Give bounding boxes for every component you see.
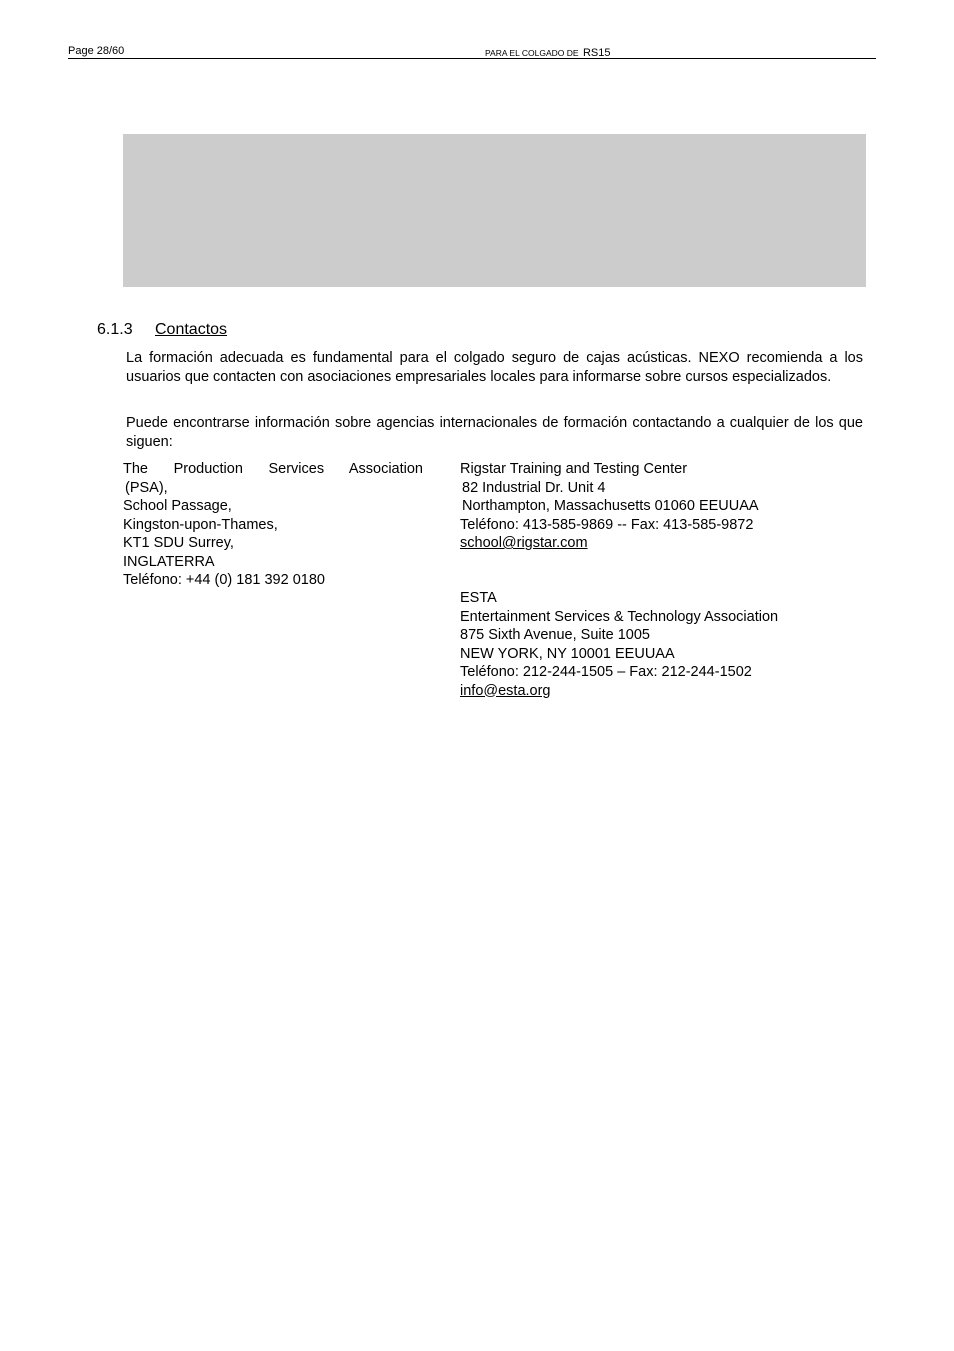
contact-rigstar-phone: Teléfono: 413-585-9869 -- Fax: 413-585-9872: [460, 516, 754, 533]
contact-esta-city: NEW YORK, NY 10001 EEUUAA: [460, 645, 675, 662]
contact-rigstar-name: Rigstar Training and Testing Center: [460, 461, 688, 477]
section-title: Contactos: [155, 321, 228, 338]
paragraph-agencies: Puede encontrarse información sobre agencias internacionales de formación contactando a cualquier de los que siguen:: [126, 415, 863, 450]
header-title: [485, 45, 611, 60]
header-model: RS15: [582, 47, 611, 59]
contact-esta: [460, 589, 778, 700]
contact-psa: [123, 460, 423, 590]
contact-psa-phone: Teléfono: +44 (0) 181 392 0180: [123, 572, 325, 588]
contact-esta-email-link[interactable]: info@esta.org: [460, 682, 551, 699]
contact-rigstar-street: 82 Industrial Dr. Unit 4: [462, 479, 606, 496]
contact-esta-abbr: ESTA: [460, 590, 497, 606]
contact-psa-city: Kingston-upon-Thames,: [123, 516, 278, 533]
image-placeholder: [123, 134, 866, 287]
paragraph-training: La formación adecuada es fundamental para el colgado seguro de cajas acústicas. NEXO recomienda a los usuarios que contacten con asociaciones empresariales locales para informarse sobre cursos especializados.: [126, 350, 863, 385]
contact-psa-postcode: KT1 SDU Surrey,: [123, 535, 234, 551]
header-title-prefix: PARA EL COLGADO DE: [485, 48, 579, 58]
contact-esta-phone: Teléfono: 212-244-1505 – Fax: 212-244-1502: [460, 664, 752, 680]
contact-psa-country: INGLATERRA: [123, 553, 215, 570]
page-number: Page 28/60: [68, 45, 125, 57]
section-number: 6.1.3: [97, 321, 133, 338]
contact-esta-street: 875 Sixth Avenue, Suite 1005: [460, 627, 650, 643]
contact-psa-abbr: (PSA),: [125, 479, 168, 496]
contact-rigstar-city: Northampton, Massachusetts 01060 EEUUAA: [462, 498, 759, 514]
contact-psa-street: School Passage,: [123, 498, 232, 514]
section-heading: [97, 320, 227, 340]
contact-rigstar-email-link[interactable]: school@rigstar.com: [460, 535, 588, 551]
page-header: [68, 45, 876, 59]
contact-rigstar: [460, 460, 759, 553]
contact-esta-name: Entertainment Services & Technology Association: [460, 608, 779, 625]
contact-psa-name: The Production Services Association: [123, 461, 423, 477]
